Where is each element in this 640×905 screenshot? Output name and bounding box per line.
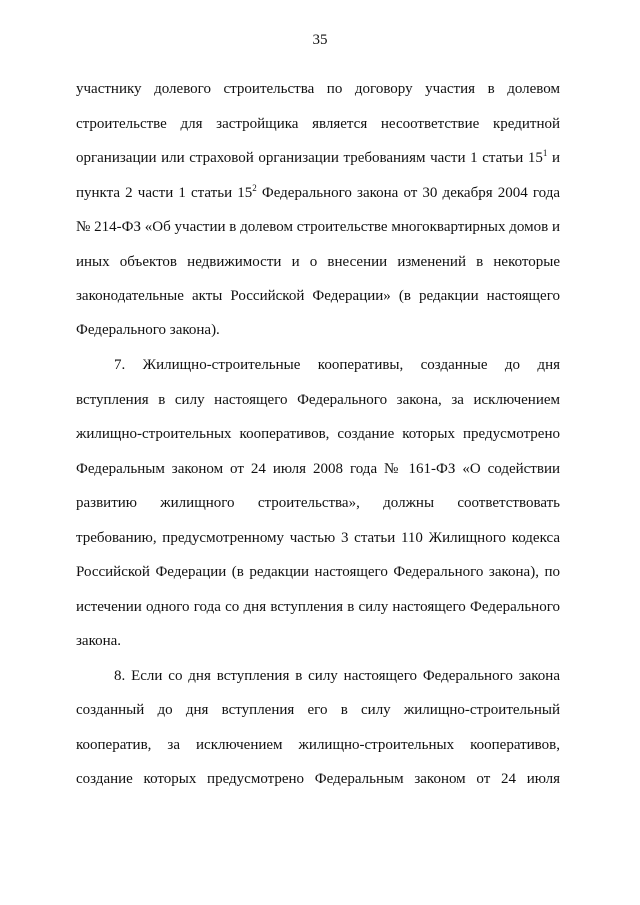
- text-line: Федерального закона).: [76, 322, 220, 338]
- text-line: законодательные акты Российской Федерации» (в редакции настоящего: [76, 288, 560, 304]
- text-line: созданный до дня вступления его в силу жилищно-строительный: [76, 702, 560, 718]
- paragraph-7-first-line: 7. Жилищно-строительные кооперативы, созданные до дня: [114, 357, 560, 373]
- text-line: вступления в силу настоящего Федерального закона, за исключением: [76, 392, 560, 408]
- text-line: пункта 2 части 1 статьи $15^2$ Федерального закона от 30 декабря 2004 года: [76, 183, 560, 201]
- text-line: закона.: [76, 633, 122, 649]
- text-line: участнику долевого строительства по договору участия в долевом: [76, 81, 560, 97]
- text-line: Федеральным законом от 24 июля 2008 года № 161-ФЗ «О содействии: [76, 461, 560, 477]
- text-line: требованию, предусмотренному частью 3 статьи 110 Жилищного кодекса: [76, 530, 560, 546]
- text-line: развитию жилищного строительства», должны соответствовать: [76, 495, 560, 511]
- text-line: иных объектов недвижимости и о внесении изменений в некоторые: [76, 254, 560, 270]
- paragraph-8-first-line: 8. Если со дня вступления в силу настоящего Федерального закона: [114, 668, 560, 684]
- text-line: организации или страховой организации требованиям части 1 статьи $15^1$ и: [76, 148, 560, 166]
- page-number: 35: [312, 32, 328, 48]
- text-line: создание которых предусмотрено Федеральным законом от 24 июля: [76, 771, 560, 787]
- text-line: истечении одного года со дня вступления в силу настоящего Федерального: [76, 599, 560, 615]
- text-line: кооператив, за исключением жилищно-строительных кооперативов,: [76, 737, 560, 753]
- text-line: строительстве для застройщика является несоответствие кредитной: [76, 116, 560, 132]
- text-line: № 214-ФЗ «Об участии в долевом строительстве многоквартирных домов и: [76, 219, 560, 235]
- text-line: Российской Федерации (в редакции настоящего Федерального закона), по: [76, 564, 560, 580]
- text-line: жилищно-строительных кооперативов, создание которых предусмотрено: [76, 426, 560, 442]
